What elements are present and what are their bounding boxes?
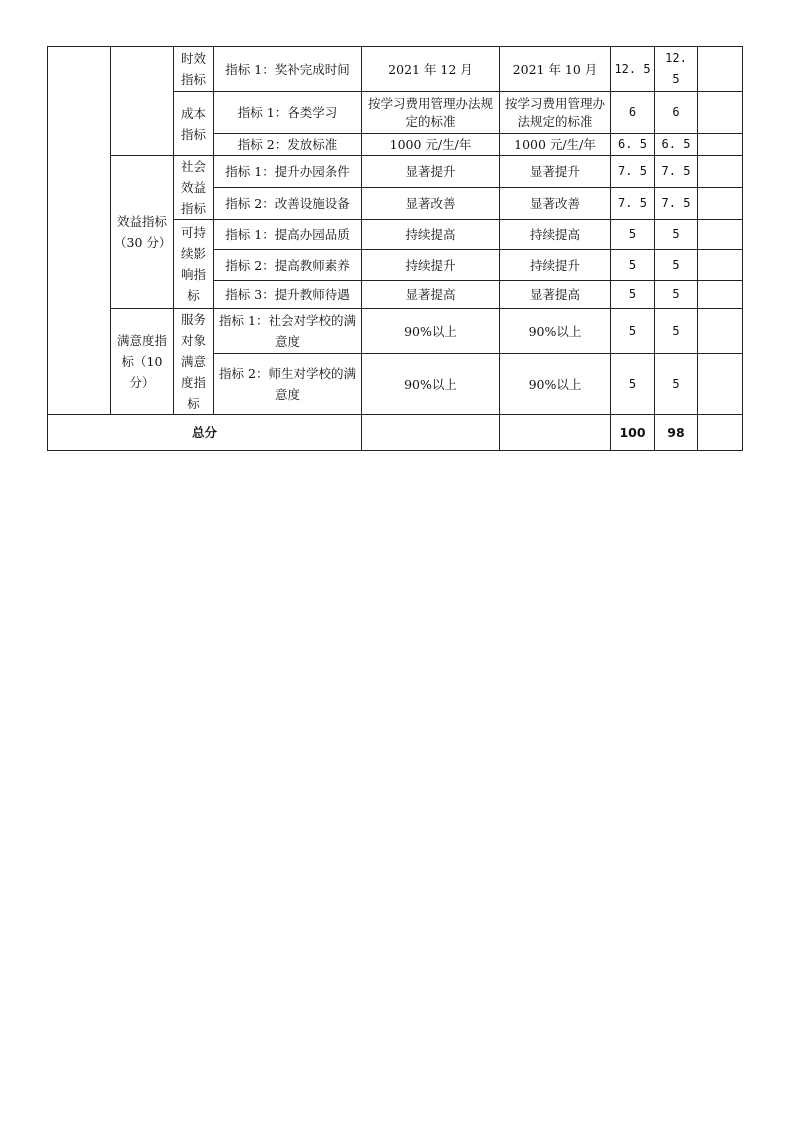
remark-cell	[698, 250, 743, 281]
target-cell: 持续提升	[362, 250, 500, 281]
remark-cell	[698, 309, 743, 354]
indicator-cell: 指标 1：各类学习	[214, 92, 362, 134]
weight-cell: 5	[611, 250, 655, 281]
weight-cell: 5	[611, 354, 655, 415]
total-row	[48, 415, 743, 451]
score-cell: 5	[655, 354, 698, 415]
actual-cell: 90%以上	[500, 309, 611, 354]
blank-left-cell	[48, 47, 111, 415]
remark-cell	[698, 134, 743, 156]
score-cell: 5	[655, 250, 698, 281]
group-satisfaction: 满意度指标（10 分）	[111, 309, 174, 415]
weight-cell: 6	[611, 92, 655, 134]
total-target-cell	[362, 415, 500, 451]
score-cell: 6	[655, 92, 698, 134]
remark-cell	[698, 156, 743, 188]
table-row	[48, 47, 743, 92]
actual-cell: 持续提高	[500, 220, 611, 250]
indicator-cell: 指标 1：奖补完成时间	[214, 47, 362, 92]
target-cell: 持续提高	[362, 220, 500, 250]
indicator-cell: 指标 3：提升教师待遇	[214, 281, 362, 309]
table-row	[48, 156, 743, 188]
target-cell: 90%以上	[362, 309, 500, 354]
performance-evaluation-table	[47, 46, 743, 451]
score-cell: 7. 5	[655, 188, 698, 220]
remark-cell	[698, 415, 743, 451]
remark-cell	[698, 47, 743, 92]
indicator-cell: 指标 2：提高教师素养	[214, 250, 362, 281]
score-cell: 5	[655, 220, 698, 250]
actual-cell: 按学习费用管理办法规定的标准	[500, 92, 611, 134]
weight-cell: 5	[611, 281, 655, 309]
actual-cell: 1000 元/生/年	[500, 134, 611, 156]
group-benefit: 效益指标（30 分）	[111, 156, 174, 309]
table-row	[48, 309, 743, 354]
weight-cell: 5	[611, 309, 655, 354]
remark-cell	[698, 92, 743, 134]
actual-cell: 2021 年 10 月	[500, 47, 611, 92]
total-label: 总分	[48, 415, 362, 451]
category-cost: 成本指标	[174, 92, 214, 156]
indicator-cell: 指标 1：社会对学校的满意度	[214, 309, 362, 354]
actual-cell: 显著提高	[500, 281, 611, 309]
indicator-cell: 指标 1：提高办园品质	[214, 220, 362, 250]
weight-cell: 6. 5	[611, 134, 655, 156]
weight-cell: 5	[611, 220, 655, 250]
indicator-cell: 指标 2：师生对学校的满意度	[214, 354, 362, 415]
target-cell: 90%以上	[362, 354, 500, 415]
score-cell: 7. 5	[655, 156, 698, 188]
target-cell: 显著提高	[362, 281, 500, 309]
remark-cell	[698, 220, 743, 250]
target-cell: 显著提升	[362, 156, 500, 188]
category-sustainable-impact: 可持续影响指标	[174, 220, 214, 309]
weight-cell: 12. 5	[611, 47, 655, 92]
total-weight: 100	[611, 415, 655, 451]
remark-cell	[698, 281, 743, 309]
target-cell: 1000 元/生/年	[362, 134, 500, 156]
category-service-satisfaction: 服务对象满意度指标	[174, 309, 214, 415]
total-actual-cell	[500, 415, 611, 451]
actual-cell: 持续提升	[500, 250, 611, 281]
weight-cell: 7. 5	[611, 156, 655, 188]
blank-group-cell	[111, 47, 174, 156]
score-cell: 5	[655, 309, 698, 354]
weight-cell: 7. 5	[611, 188, 655, 220]
indicator-cell: 指标 1：提升办园条件	[214, 156, 362, 188]
category-timeliness: 时效指标	[174, 47, 214, 92]
target-cell: 显著改善	[362, 188, 500, 220]
remark-cell	[698, 188, 743, 220]
actual-cell: 显著提升	[500, 156, 611, 188]
actual-cell: 显著改善	[500, 188, 611, 220]
target-cell: 按学习费用管理办法规定的标准	[362, 92, 500, 134]
target-cell: 2021 年 12 月	[362, 47, 500, 92]
total-score: 98	[655, 415, 698, 451]
category-social-benefit: 社会效益指标	[174, 156, 214, 220]
score-cell: 12. 5	[655, 47, 698, 92]
actual-cell: 90%以上	[500, 354, 611, 415]
indicator-cell: 指标 2：发放标准	[214, 134, 362, 156]
indicator-cell: 指标 2：改善设施设备	[214, 188, 362, 220]
remark-cell	[698, 354, 743, 415]
score-cell: 5	[655, 281, 698, 309]
score-cell: 6. 5	[655, 134, 698, 156]
